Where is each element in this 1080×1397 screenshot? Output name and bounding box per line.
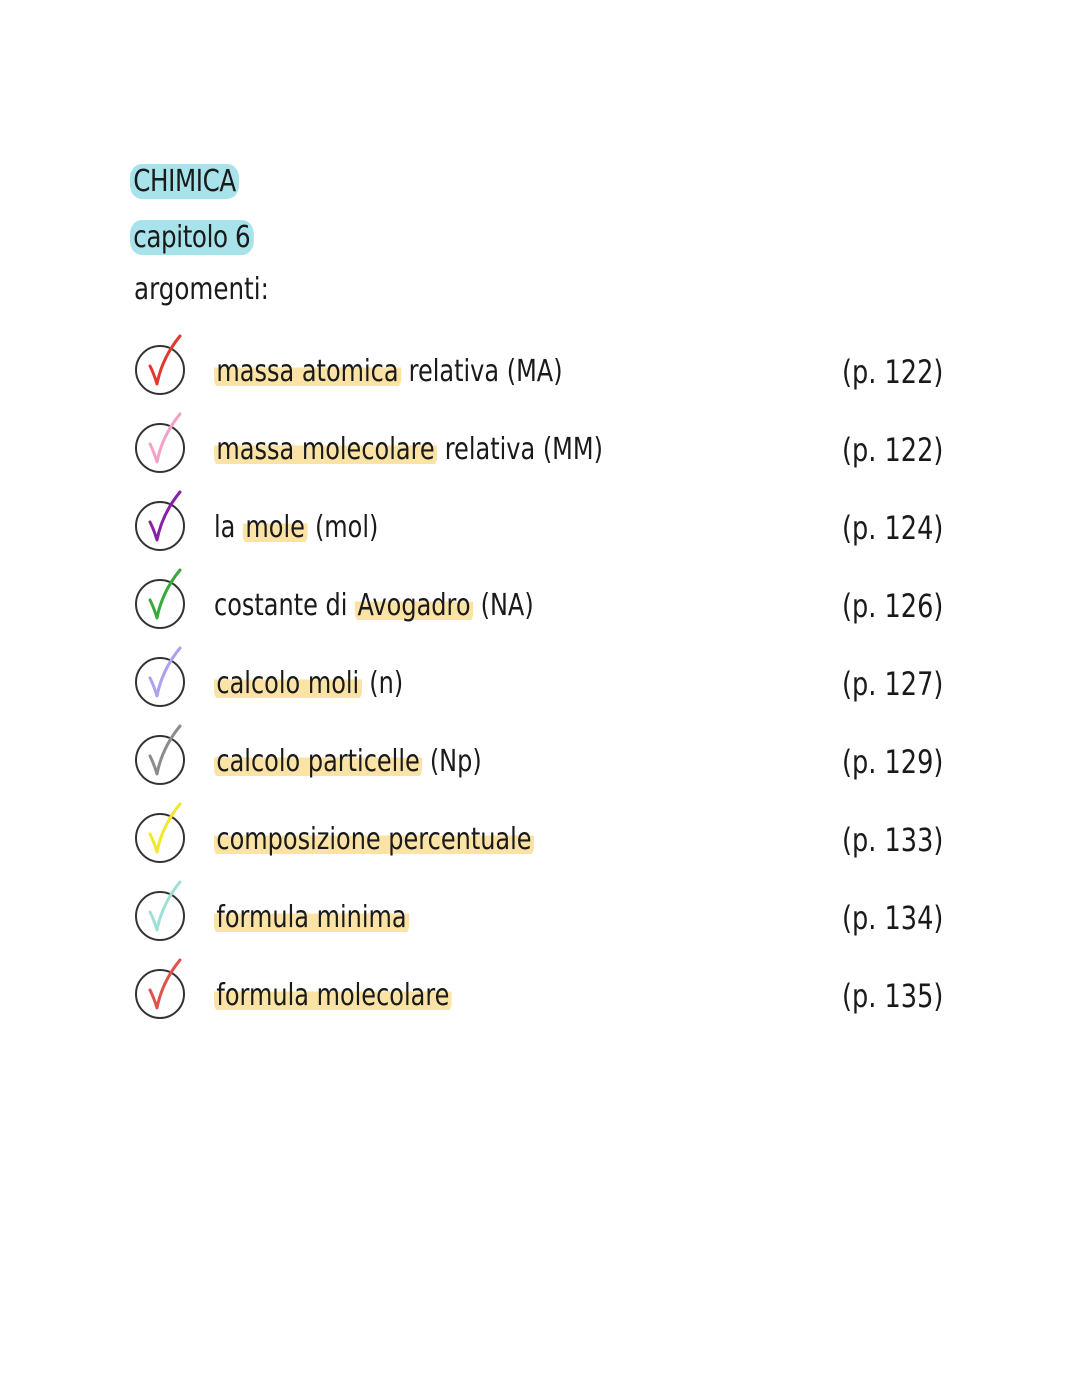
topic-label [214,428,603,472]
topic-label [214,818,534,862]
topic-row [0,960,1080,1030]
topic-rest: relativa (MM) [437,432,603,467]
topic-highlight: calcolo moli [214,666,362,701]
check-tick [150,804,180,852]
topic-row [0,336,1080,406]
topic-highlight: Avogadro [355,588,473,623]
topic-rest: (n) [361,666,404,701]
topic-highlight: composizione percentuale [214,822,534,857]
checkmark-icon [132,486,192,556]
topic-row [0,414,1080,484]
topics-intro: argomenti: [134,272,269,307]
topic-prefix: costante di [214,588,356,623]
check-tick [150,336,180,384]
check-tick [150,726,180,774]
title-highlight: CHIMICA [130,164,239,199]
topic-label [214,896,409,940]
topic-rest: (Np) [422,744,482,779]
topic-highlight: calcolo particelle [214,744,422,779]
topic-label [214,662,403,706]
page-reference: (p. 134) [842,899,944,937]
topic-highlight: formula molecolare [214,978,452,1013]
page-reference: (p. 127) [842,665,944,703]
topic-row [0,882,1080,952]
topic-rest: (NA) [472,588,534,623]
checkmark-icon [132,798,192,868]
topic-highlight: formula minima [214,900,409,935]
check-tick [150,882,180,930]
topic-prefix: la [214,510,244,545]
page-reference: (p. 122) [842,353,944,391]
checkmark-icon [132,330,192,400]
topic-row [0,804,1080,874]
topic-label [214,740,482,784]
topic-highlight: massa atomica [214,354,401,389]
page-reference: (p. 135) [842,977,944,1015]
checkmark-icon [132,954,192,1024]
topic-highlight: massa molecolare [214,432,437,467]
checkmark-icon [132,408,192,478]
check-tick [150,960,180,1008]
checkmark-icon [132,876,192,946]
checkmark-icon [132,720,192,790]
page-reference: (p. 124) [842,509,944,547]
checkmark-icon [132,642,192,712]
topic-label [214,584,534,628]
page-reference: (p. 122) [842,431,944,469]
topic-row [0,570,1080,640]
topic-label [214,506,378,550]
topic-row [0,648,1080,718]
topic-highlight: mole [243,510,307,545]
topic-row [0,726,1080,796]
check-tick [150,492,180,540]
page-reference: (p. 126) [842,587,944,625]
topic-label [214,974,452,1018]
check-tick [150,570,180,618]
topic-row [0,492,1080,562]
page-reference: (p. 129) [842,743,944,781]
topic-label [214,350,563,394]
check-tick [150,414,180,462]
page-reference: (p. 133) [842,821,944,859]
topic-rest: relativa (MA) [400,354,563,389]
check-tick [150,648,180,696]
checkmark-icon [132,564,192,634]
topic-rest: (mol) [307,510,379,545]
subtitle-highlight: capitolo 6 [130,220,254,255]
